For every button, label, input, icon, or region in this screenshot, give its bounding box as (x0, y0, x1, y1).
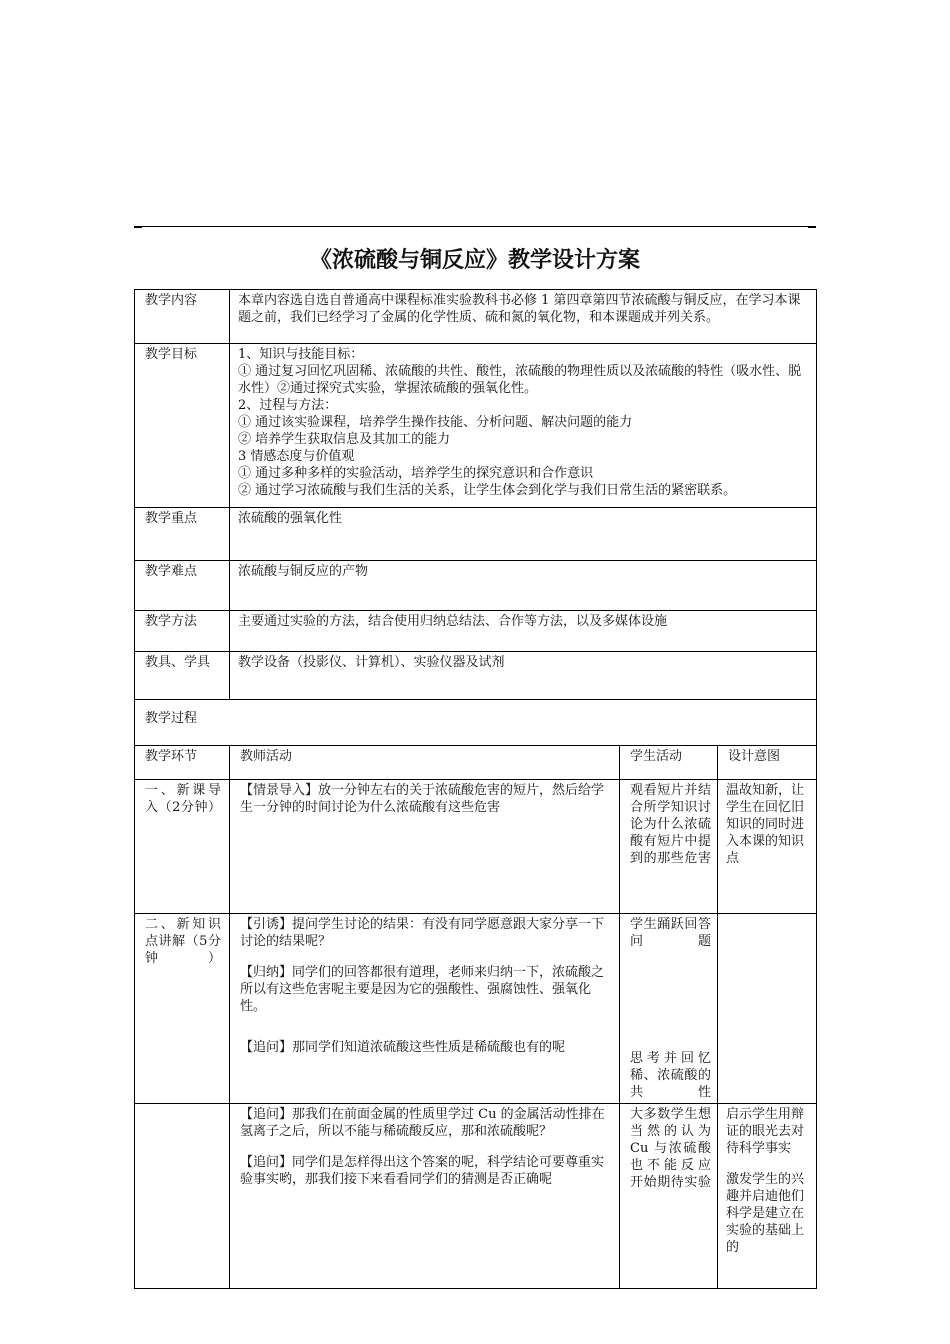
info-line: ① 通过该实验课程，培养学生操作技能、分析问题、解决问题的能力 (238, 415, 633, 430)
info-value: 主要通过实验的方法，结合使用归纳总结法、合作等方法，以及多媒体设施 (230, 611, 817, 652)
student-line: 观看短片并结合所学知识讨论为什么浓硫酸有短片中提到的那些危害 (630, 783, 711, 866)
process-title-row (135, 700, 817, 746)
student-cell (620, 1104, 718, 1289)
student-line: 学生踊跃回答问题 (630, 917, 711, 949)
student-cell (620, 780, 718, 914)
teacher-cell (230, 914, 620, 1104)
info-row-key-point (135, 508, 817, 561)
teacher-line: 【引诱】提问学生讨论的结果：有没有同学愿意跟大家分享一下讨论的结果呢？ (240, 917, 605, 949)
info-label: 教具、学具 (135, 652, 230, 700)
header-teacher: 教师活动 (230, 746, 620, 780)
info-value: 浓硫酸与铜反应的产物 (230, 561, 817, 611)
process-row (135, 780, 817, 914)
info-row-goals (135, 344, 817, 508)
process-row (135, 1104, 817, 1289)
info-label: 教学方法 (135, 611, 230, 652)
info-label: 教学难点 (135, 561, 230, 611)
corner-mark (808, 227, 816, 228)
header-student: 学生活动 (620, 746, 718, 780)
header-stage: 教学环节 (135, 746, 230, 780)
teacher-line: 【归纳】同学们的回答都很有道理，老师来归纳一下，浓硫酸之所以有这些危害呢主要是因为它的强酸性、强腐蚀性、强氧化性。 (240, 965, 605, 1014)
student-cell (620, 914, 718, 1104)
student-line: 大多数学生想当然的认为 Cu 与浓硫酸也不能反应 (630, 1107, 711, 1173)
info-row-content (135, 290, 817, 344)
corner-mark (134, 227, 142, 228)
info-value: 浓硫酸的强氧化性 (230, 508, 817, 561)
title-text: 《浓硫酸与铜反应》教学设计方案 (309, 246, 640, 273)
info-label: 教学内容 (135, 290, 230, 344)
teacher-line: 【追问】那同学们知道浓硫酸这些性质是稀硫酸也有的呢 (240, 1040, 566, 1055)
document (134, 226, 816, 1289)
info-line: 3 情感态度与价值观 (238, 449, 355, 464)
info-label: 教学重点 (135, 508, 230, 561)
lesson-plan-table (134, 289, 817, 1289)
info-value (230, 290, 817, 344)
document-title (134, 226, 816, 289)
stage-cell (135, 1104, 230, 1289)
info-line: 本章内容选自选自普通高中课程标准实验教科书必修 1 第四章第四节浓硫酸与铜反应，在学习本课题之前，我们已经学习了金属的化学性质、硫和氮的氧化物，和本课题成并列关系。 (238, 293, 801, 325)
intent-cell (718, 1104, 817, 1289)
teacher-cell (230, 1104, 620, 1289)
info-value: 教学设备（投影仪、计算机）、实验仪器及试剂 (230, 652, 817, 700)
info-line: ② 通过学习浓硫酸与我们生活的关系，让学生体会到化学与我们日常生活的紧密联系。 (238, 483, 737, 498)
student-line: 思考并回忆稀、浓硫酸的共性 (630, 1051, 711, 1100)
info-line: ② 培养学生获取信息及其加工的能力 (238, 432, 451, 447)
stage-cell: 二、新知识点讲解（5分钟） (135, 914, 230, 1104)
info-row-method (135, 611, 817, 652)
intent-line: 激发学生的兴趣并启迪他们科学是建立在实验的基础上的 (726, 1172, 805, 1255)
process-row (135, 914, 817, 1104)
info-line: ① 通过复习回忆巩固稀、浓硫酸的共性、酸性，浓硫酸的物理性质以及浓硫酸的特性（吸水性、脱水性）②通过探究式实验，掌握浓硫酸的强氧化性。 (238, 364, 802, 396)
teacher-cell (230, 780, 620, 914)
info-row-difficulty (135, 561, 817, 611)
teacher-line: 【情景导入】放一分钟左右的关于浓硫酸危害的短片，然后给学生一分钟的时间讨论为什么浓硫酸有这些危害 (240, 783, 605, 815)
process-header-row (135, 746, 817, 780)
teacher-line: 【追问】同学们是怎样得出这个答案的呢，科学结论可要尊重实验事实哟，那我们接下来看看同学们的猜测是否正确呢 (240, 1155, 605, 1187)
info-row-tools (135, 652, 817, 700)
info-value (230, 344, 817, 508)
teacher-line: 【追问】那我们在前面金属的性质里学过 Cu 的金属活动性排在氢离子之后，所以不能与稀硫酸反应，那和浓硫酸呢？ (240, 1107, 605, 1139)
info-line: 1、知识与技能目标： (238, 347, 364, 362)
intent-line: 温故知新，让学生在回忆旧知识的同时进入本课的知识点 (726, 783, 805, 866)
info-label: 教学目标 (135, 344, 230, 508)
process-title: 教学过程 (135, 700, 817, 746)
info-line: 2、过程与方法： (238, 398, 338, 413)
intent-line: 启示学生用辩证的眼光去对待科学事实 (726, 1107, 805, 1156)
stage-cell: 一、新课导入（2分钟） (135, 780, 230, 914)
intent-cell (718, 914, 817, 1104)
info-line: ① 通过多种多样的实验活动，培养学生的探究意识和合作意识 (238, 466, 594, 481)
header-intent: 设计意图 (718, 746, 817, 780)
intent-cell (718, 780, 817, 914)
student-line: 开始期待实验 (630, 1175, 711, 1190)
